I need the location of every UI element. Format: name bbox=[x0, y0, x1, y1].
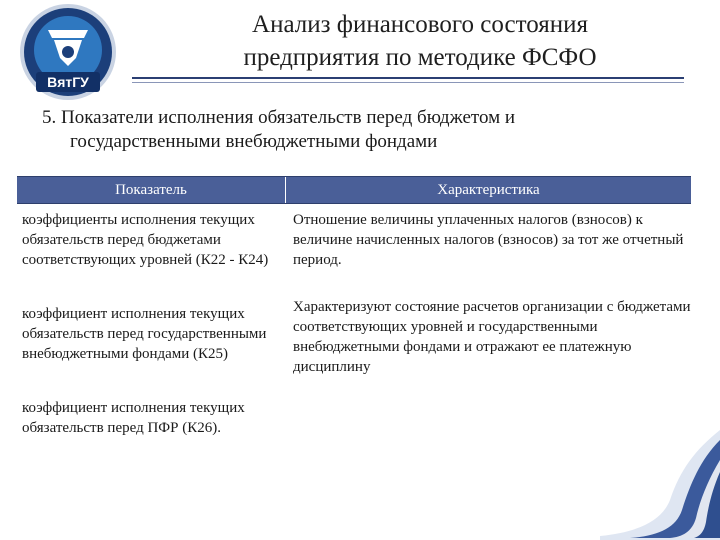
section-heading-line-1: 5. Показатели исполнения обязательств перед бюджетом и bbox=[42, 107, 516, 128]
table-header bbox=[17, 176, 691, 204]
section-heading-line-2: государственными внебюджетными фондами bbox=[70, 131, 438, 152]
title-divider bbox=[132, 77, 684, 79]
section-heading bbox=[42, 106, 682, 154]
decorative-ribbon bbox=[600, 410, 720, 540]
title-line-2: предприятия по методике ФСФО bbox=[243, 44, 597, 71]
title-divider-thin bbox=[132, 82, 684, 83]
table-row-1-indicator: коэффициенты исполнения текущих обязательств перед бюджетами соответствующих уровней (К22 - К24) bbox=[22, 212, 269, 268]
university-logo bbox=[12, 2, 130, 106]
column-header-indicator: Показатель bbox=[17, 177, 286, 203]
table-row-2-indicator: коэффициент исполнения текущих обязательств перед государственными внебюджетными фондами (К25) bbox=[22, 306, 267, 362]
table-row-3-indicator: коэффициент исполнения текущих обязательств перед ПФР (К26). bbox=[22, 400, 245, 436]
table-row-1-description: Отношение величины уплаченных налогов (взносов) к величине начисленных налогов (взносов) за тот же отчетный период. bbox=[293, 212, 684, 268]
table-row-2-description: Характеризуют состояние расчетов организации с бюджетами соответствующих уровней и государственными внебюджетными фондами и отражают ее платежную дисциплину bbox=[293, 299, 691, 375]
slide-title bbox=[150, 8, 690, 74]
logo-text: ВятГУ bbox=[47, 74, 89, 90]
title-line-1: Анализ финансового состояния bbox=[252, 11, 588, 38]
column-header-description: Характеристика bbox=[437, 182, 540, 198]
